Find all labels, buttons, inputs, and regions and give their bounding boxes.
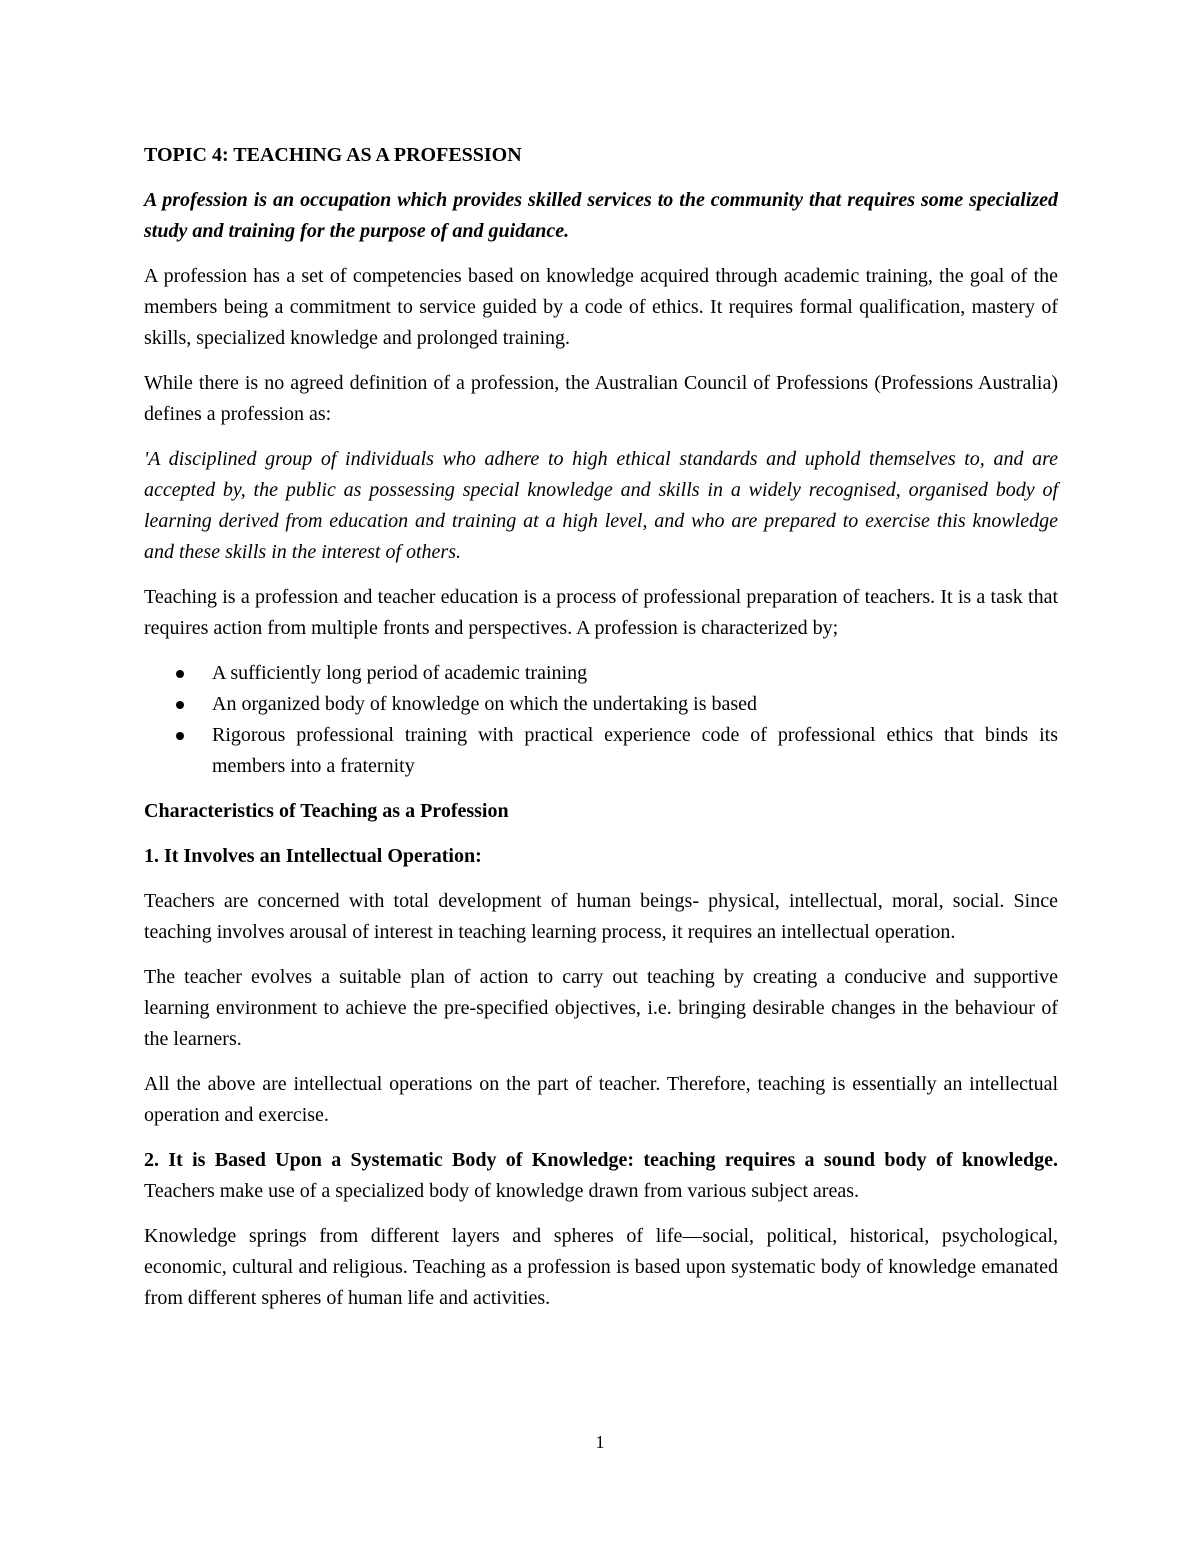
- section-heading-characteristics: Characteristics of Teaching as a Profession: [144, 800, 509, 822]
- paragraph-competencies: A profession has a set of competencies based on knowledge acquired through academic training, the goal of the members being a commitment to service guided by a code of ethics. It requires formal qualification, mastery of skills, specialized knowledge and prolonged training.: [144, 265, 1058, 349]
- list-item-text: Rigorous professional training with practical experience code of professional ethics that binds its members into a fraternity: [212, 724, 1058, 777]
- paragraph-intellectual-exercise: All the above are intellectual operations on the part of teacher. Therefore, teaching is essentially an intellectual operation and exercise.: [144, 1073, 1058, 1126]
- quote-professions-australia: 'A disciplined group of individuals who adhere to high ethical standards and uphold themselves to, and are accepted by, the public as possessing special knowledge and skills in a widely recognised, organised body of learning derived from education and training at a high level, and who are prepared to exercise this knowledge and these skills in the interest of others.: [144, 448, 1058, 563]
- paragraph-systematic-knowledge-text: Teachers make use of a specialized body of knowledge drawn from various subject areas.: [144, 1180, 859, 1202]
- section-heading-systematic-knowledge: 2. It is Based Upon a Systematic Body of Knowledge: teaching requires a sound body of knowledge.: [144, 1149, 1058, 1171]
- paragraph-systematic-knowledge: [144, 1145, 1058, 1207]
- paragraph-teaching-profession: Teaching is a profession and teacher education is a process of professional preparation of teachers. It is a task that requires action from multiple fronts and perspectives. A profession is characterized by;: [144, 586, 1058, 639]
- paragraph-knowledge-springs: Knowledge springs from different layers and spheres of life—social, political, historical, psychological, economic, cultural and religious. Teaching as a profession is based upon systematic body of knowledge emanated from different spheres of human life and activities.: [144, 1225, 1058, 1309]
- page-title: TOPIC 4: TEACHING AS A PROFESSION: [144, 144, 522, 166]
- bullet-icon: [176, 670, 184, 678]
- bullet-icon: [176, 732, 184, 740]
- characteristics-bullet-list: [144, 658, 1058, 782]
- list-item: [144, 720, 1058, 782]
- section-heading-intellectual-operation: 1. It Involves an Intellectual Operation:: [144, 845, 482, 867]
- paragraph-total-development: Teachers are concerned with total development of human beings- physical, intellectual, moral, social. Since teaching involves arousal of interest in teaching learning process, it requires an intellectual operation.: [144, 890, 1058, 943]
- list-item: [144, 658, 1058, 689]
- page-content: [144, 140, 1058, 1328]
- paragraph-australian-council: While there is no agreed definition of a profession, the Australian Council of Professions (Professions Australia) defines a profession as:: [144, 372, 1058, 425]
- list-item-text: A sufficiently long period of academic training: [212, 662, 588, 684]
- page-number: 1: [595, 1432, 605, 1452]
- list-item: [144, 689, 1058, 720]
- bullet-icon: [176, 701, 184, 709]
- profession-definition: A profession is an occupation which provides skilled services to the community that requires some specialized study and training for the purpose of and guidance.: [144, 189, 1058, 242]
- paragraph-plan-of-action: The teacher evolves a suitable plan of action to carry out teaching by creating a conducive and supportive learning environment to achieve the pre-specified objectives, i.e. bringing desirable changes in the behaviour of the learners.: [144, 966, 1058, 1050]
- list-item-text: An organized body of knowledge on which the undertaking is based: [212, 693, 758, 715]
